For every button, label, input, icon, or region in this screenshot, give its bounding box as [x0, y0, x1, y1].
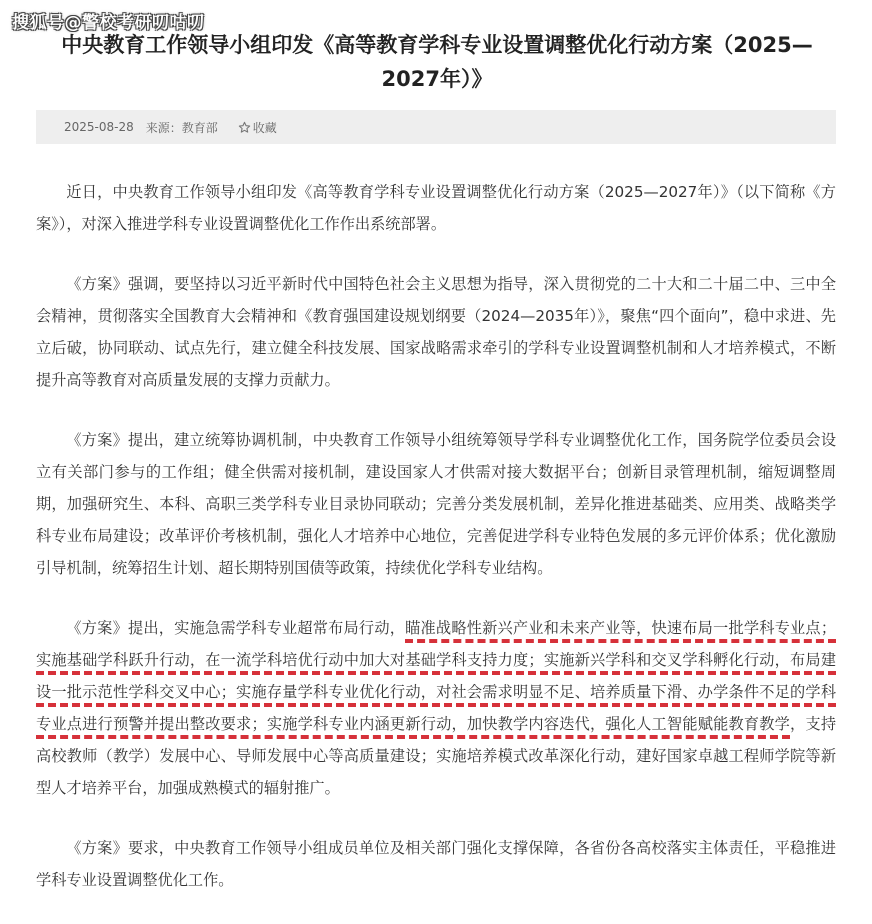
watermark: 搜狐号@警校考研叨咕叨	[12, 13, 205, 33]
article-body	[36, 176, 836, 924]
paragraph-actions-tail: ，支持高校教师（教学）发展中心、导师发展中心等高质量建设；实施培养模式改革深化行动，建好国家卓越工程师学院等新型人才培养平台，加强成熟模式的辐射推广。	[36, 715, 837, 797]
article-source: 来源：教育部	[145, 120, 218, 135]
paragraph-actions-lead: 《方案》提出，实施急需学科专业超常布局行动，	[66, 619, 406, 637]
highlighted-text: 瞄准战略性新兴产业和未来产业等，快速布局一批学科专业点；实施基础学科跃升行动，在一流学科培优行动中加大对基础学科支持力度；实施新兴学科和交叉学科孵化行动，布局建设一批示范性学科交叉中心；实施存量学科专业优化行动，对社会需求明显不足、培养质量下滑、办学条件不足的学科专业点进行预警并提出整改要求；实施学科专业内涵更新行动，加快教学内容迭代，强化人工智能赋能教育教学	[36, 619, 837, 733]
publish-date: 2025-08-28	[64, 120, 134, 134]
star-icon	[238, 121, 251, 134]
article-meta-bar	[36, 110, 836, 144]
article-title: 中央教育工作领导小组印发《高等教育学科专业设置调整优化行动方案（2025—2027年）》	[61, 33, 813, 91]
paragraph-mechanisms: 《方案》提出，建立统筹协调机制，中央教育工作领导小组统筹领导学科专业调整优化工作，国务院学位委员会设立有关部门参与的工作组；健全供需对接机制，建设国家人才供需对接大数据平台；创新目录管理机制，缩短调整周期，加强研究生、本科、高职三类学科专业目录协同联动；完善分类发展机制，差异化推进基础类、应用类、战略类学科专业布局建设；改革评价考核机制，强化人才培养中心地位，完善促进学科专业特色发展的多元评价体系；优化激励引导机制，统筹招生计划、超长期特别国债等政策，持续优化学科专业结构。	[36, 431, 836, 577]
favorite-button[interactable]	[238, 119, 277, 136]
paragraph-actions	[36, 612, 836, 804]
paragraph-intro: 近日，中央教育工作领导小组印发《高等教育学科专业设置调整优化行动方案（2025—2027年）》（以下简称《方案》），对深入推进学科专业设置调整优化工作作出系统部署。	[36, 183, 836, 233]
paragraph-guiding-principles: 《方案》强调，要坚持以习近平新时代中国特色社会主义思想为指导，深入贯彻党的二十大和二十届二中、三中全会精神，贯彻落实全国教育大会精神和《教育强国建设规划纲要（2024—2035年）》，聚焦“四个面向”，稳中求进、先立后破，协同联动、试点先行，建立健全科技发展、国家战略需求牵引的学科专业设置调整机制和人才培养模式，不断提升高等教育对高质量发展的支撑力贡献力。	[36, 275, 836, 389]
favorite-label: 收藏	[252, 120, 277, 135]
paragraph-requirements: 《方案》要求，中央教育工作领导小组成员单位及相关部门强化支撑保障，各省份各高校落实主体责任，平稳推进学科专业设置调整优化工作。	[36, 839, 836, 889]
